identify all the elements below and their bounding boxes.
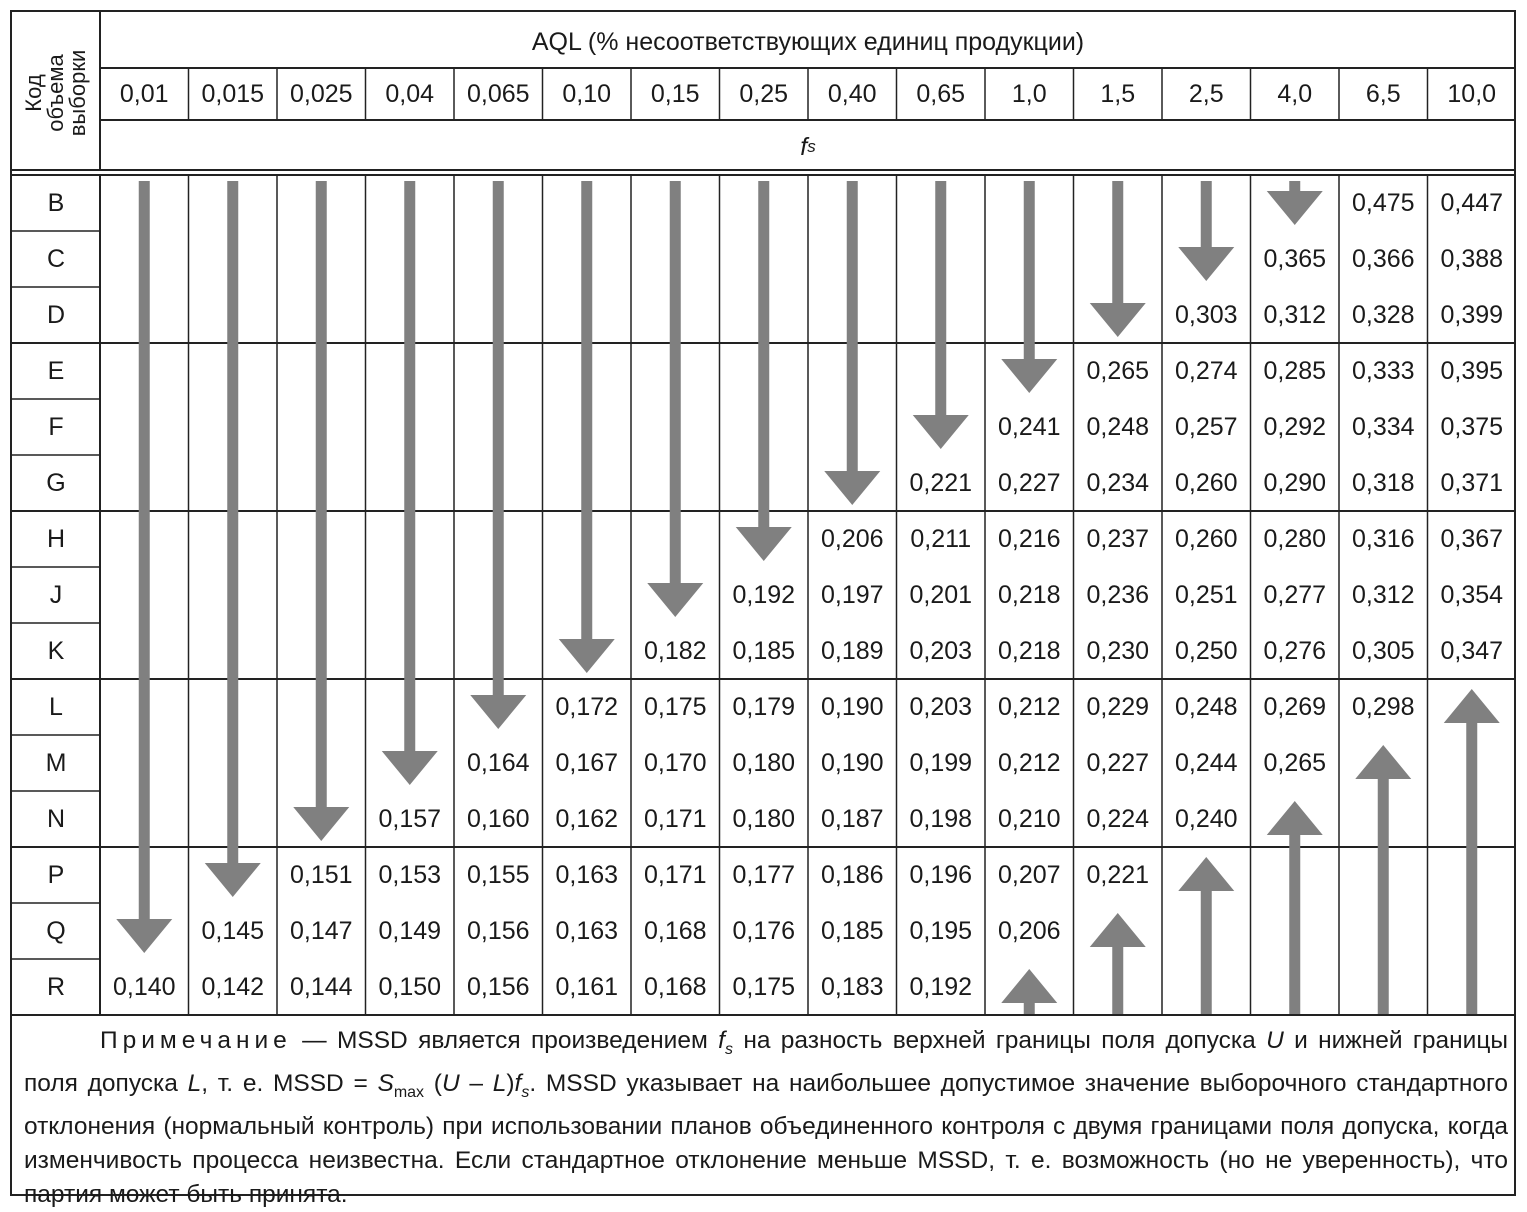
fs-value-cell: 0,203 [909,636,973,665]
fs-value-cell: 0,236 [1086,580,1150,609]
fs-value-cell: 0,218 [997,636,1061,665]
row-code: H [46,524,66,553]
aql-level-header: 1,0 [1011,79,1047,108]
note-u: U [1266,1027,1284,1054]
fs-value-cell: 0,180 [732,804,796,833]
fs-value-cell: 0,150 [378,972,442,1001]
fs-value-cell: 0,153 [378,860,442,889]
fs-value-cell: 0,244 [1174,748,1238,777]
fs-value-cell: 0,221 [1086,860,1150,889]
fs-value-cell: 0,265 [1263,748,1327,777]
note-f2: f [514,1069,522,1097]
fs-value-cell: 0,234 [1086,468,1150,497]
note-text-6: – [459,1069,493,1097]
fs-value-cell: 0,212 [997,692,1061,721]
note-text-8: . MSSD указывает на наибольшее допустимое значение выборочного стандартного отклонения (нормальный контроль) при использовании планов объединенного контроля с двумя границами поля допуска, когда изменчивость процесса неизвестна. Если стандартное отклонение меньше MSSD, т. е. возможность (но не уверенность), что партия может быть принята. [24,1069,1508,1208]
row-code: P [47,860,65,889]
aql-level-header: 2,5 [1188,79,1224,108]
fs-value-cell: 0,171 [643,804,707,833]
fs-value-cell: 0,285 [1263,356,1327,385]
fs-value-cell: 0,224 [1086,804,1150,833]
fs-value-cell: 0,227 [997,468,1061,497]
fs-value-cell: 0,328 [1351,300,1415,329]
fs-value-cell: 0,207 [997,860,1061,889]
fs-value-cell: 0,230 [1086,636,1150,665]
up-arrow [1444,689,1500,1014]
fs-value-cell: 0,298 [1351,692,1415,721]
down-arrow [1090,181,1146,337]
aql-level-header: 6,5 [1365,79,1401,108]
fs-value-cell: 0,265 [1086,356,1150,385]
fs-value-cell: 0,190 [820,692,884,721]
corner-label-line-2: объема [43,54,68,132]
fs-value-cell: 0,164 [466,748,530,777]
note-fs-sub: s [724,1040,733,1058]
fs-value-cell: 0,212 [997,748,1061,777]
fs-value-cell: 0,303 [1174,300,1238,329]
fs-value-cell: 0,168 [643,972,707,1001]
row-code: G [46,468,66,497]
fs-value-cell: 0,155 [466,860,530,889]
fs-value-cell: 0,312 [1351,580,1415,609]
fs-value-cell: 0,157 [378,804,442,833]
corner-label-line-1: Код [21,74,46,112]
fs-value-cell: 0,149 [378,916,442,945]
fs-value-cell: 0,177 [732,860,796,889]
fs-value-cell: 0,175 [732,972,796,1001]
fs-value-cell: 0,395 [1440,356,1504,385]
row-code: F [48,412,64,441]
up-arrow [1090,913,1146,1014]
fs-value-cell: 0,189 [820,636,884,665]
fs-value-cell: 0,399 [1440,300,1504,329]
fs-value-cell: 0,197 [820,580,884,609]
down-arrow [559,181,615,673]
fs-value-cell: 0,185 [732,636,796,665]
fs-value-cell: 0,290 [1263,468,1327,497]
fs-value-cell: 0,276 [1263,636,1327,665]
fs-value-cell: 0,240 [1174,804,1238,833]
fs-value-cell: 0,142 [201,972,265,1001]
fs-value-cell: 0,365 [1263,244,1327,273]
fs-value-cell: 0,147 [289,916,353,945]
up-arrow [1267,801,1323,1014]
fs-value-cell: 0,280 [1263,524,1327,553]
fs-value-cell: 0,163 [555,916,619,945]
fs-value-cell: 0,260 [1174,468,1238,497]
fs-value-cell: 0,144 [289,972,353,1001]
fs-value-cell: 0,316 [1351,524,1415,553]
fs-value-cell: 0,211 [910,524,972,553]
fs-value-cell: 0,151 [289,860,353,889]
fs-value-cell: 0,192 [732,580,796,609]
fs-value-cell: 0,168 [643,916,707,945]
fs-value-cell: 0,185 [820,916,884,945]
row-code: C [46,244,66,273]
down-arrow [205,181,261,897]
aql-title-text: AQL (% несоответствующих единиц продукции) [531,27,1085,56]
table-note [24,1024,1508,1212]
row-code: M [45,748,67,777]
fs-value-cell: 0,216 [997,524,1061,553]
fs-value-cell: 0,250 [1174,636,1238,665]
aql-level-header: 0,25 [739,79,789,108]
note-text-2: на разность верхней границы поля допуска [732,1027,1267,1054]
fs-value-cell: 0,269 [1263,692,1327,721]
fs-value-cell: 0,277 [1263,580,1327,609]
fs-value-cell: 0,206 [820,524,884,553]
fs-value-cell: 0,260 [1174,524,1238,553]
down-arrow [1001,181,1057,393]
note-smax-sub: max [393,1083,425,1101]
note-text-4: , т. е. MSSD = [201,1069,378,1097]
note-label: Примечание [100,1027,292,1054]
fs-value-cell: 0,318 [1351,468,1415,497]
fs-value-cell: 0,175 [643,692,707,721]
fs-value-cell: 0,160 [466,804,530,833]
fs-value-cell: 0,192 [909,972,973,1001]
aql-level-header: 0,65 [916,79,966,108]
note-l2: L [492,1069,507,1097]
aql-title [100,14,1516,70]
fs-value-cell: 0,145 [201,916,265,945]
aql-level-header: 10,0 [1447,79,1497,108]
fs-value-cell: 0,172 [555,692,619,721]
note-text-3: и нижней границы поля допуска [24,1027,1508,1097]
aql-level-header: 0,10 [562,79,612,108]
fs-value-cell: 0,195 [909,916,973,945]
up-arrow [1001,969,1057,1014]
fs-label-f: f [800,132,808,161]
fs-value-cell: 0,199 [909,748,973,777]
fs-value-cell: 0,198 [909,804,973,833]
down-arrow [913,181,969,449]
aql-level-header: 0,40 [827,79,877,108]
fs-value-cell: 0,292 [1263,412,1327,441]
row-code: Q [46,916,66,945]
aql-level-header: 0,01 [119,79,169,108]
aql-level-header: 0,15 [650,79,700,108]
row-code: L [49,692,63,721]
down-arrow [1267,181,1323,225]
fs-label [100,122,1516,172]
aql-level-header: 1,5 [1100,79,1136,108]
fs-value-cell: 0,176 [732,916,796,945]
down-arrow [382,181,438,785]
note-s: S [377,1069,394,1097]
fs-value-cell: 0,367 [1440,524,1504,553]
fs-value-cell: 0,366 [1351,244,1415,273]
fs-value-cell: 0,447 [1440,188,1504,217]
sample-size-code-header [14,18,98,168]
fs-value-cell: 0,196 [909,860,973,889]
fs-value-cell: 0,182 [643,636,707,665]
fs-value-cell: 0,251 [1174,580,1238,609]
aql-level-header: 4,0 [1277,79,1313,108]
fs-value-cell: 0,241 [997,412,1061,441]
down-arrow [736,181,792,561]
fs-value-cell: 0,203 [909,692,973,721]
fs-value-cell: 0,347 [1440,636,1504,665]
note-s2-sub: s [521,1083,530,1101]
down-arrow [1178,181,1234,281]
row-code: B [47,188,65,217]
fs-value-cell: 0,312 [1263,300,1327,329]
note-text-7: ) [506,1069,515,1097]
fs-value-cell: 0,171 [643,860,707,889]
fs-value-cell: 0,257 [1174,412,1238,441]
aql-level-header: 0,015 [201,79,265,108]
fs-value-cell: 0,179 [732,692,796,721]
aql-level-header: 0,04 [385,79,435,108]
fs-value-cell: 0,210 [997,804,1061,833]
row-code: K [47,636,65,665]
down-arrow [647,181,703,617]
aql-level-header: 0,065 [466,79,530,108]
fs-value-cell: 0,371 [1440,468,1504,497]
fs-value-cell: 0,227 [1086,748,1150,777]
fs-value-cell: 0,156 [466,972,530,1001]
note-text-1: — MSSD является произведением [291,1027,719,1054]
fs-value-cell: 0,167 [555,748,619,777]
fs-value-cell: 0,475 [1351,188,1415,217]
fs-value-cell: 0,237 [1086,524,1150,553]
fs-value-cell: 0,388 [1440,244,1504,273]
fs-value-cell: 0,354 [1440,580,1504,609]
row-code: D [46,300,66,329]
fs-value-cell: 0,163 [555,860,619,889]
note-l: L [187,1069,202,1097]
down-arrow [470,181,526,729]
fs-value-cell: 0,183 [820,972,884,1001]
row-code: E [47,356,65,385]
note-fs-f: f [718,1027,725,1054]
fs-value-cell: 0,218 [997,580,1061,609]
down-arrow [116,181,172,953]
corner-label-line-3: выборки [65,49,90,137]
fs-value-cell: 0,161 [555,972,619,1001]
fs-value-cell: 0,187 [820,804,884,833]
fs-value-cell: 0,170 [643,748,707,777]
fs-value-cell: 0,221 [909,468,973,497]
fs-value-cell: 0,274 [1174,356,1238,385]
fs-value-cell: 0,201 [909,580,973,609]
row-code: J [49,580,63,609]
fs-value-cell: 0,375 [1440,412,1504,441]
fs-value-cell: 0,248 [1174,692,1238,721]
fs-value-cell: 0,180 [732,748,796,777]
fs-value-cell: 0,140 [112,972,176,1001]
fs-label-sub: s [807,137,816,156]
aql-level-header: 0,025 [289,79,353,108]
row-code: R [46,972,66,1001]
note-text-5: ( [424,1069,442,1097]
fs-value-cell: 0,206 [997,916,1061,945]
fs-value-cell: 0,305 [1351,636,1415,665]
fs-value-cell: 0,190 [820,748,884,777]
fs-value-cell: 0,334 [1351,412,1415,441]
fs-value-cell: 0,162 [555,804,619,833]
up-arrow [1355,745,1411,1014]
fs-value-cell: 0,333 [1351,356,1415,385]
row-code: N [46,804,66,833]
fs-value-cell: 0,186 [820,860,884,889]
note-u2: U [441,1069,460,1097]
up-arrow [1178,857,1234,1014]
fs-value-cell: 0,229 [1086,692,1150,721]
fs-value-cell: 0,156 [466,916,530,945]
fs-value-cell: 0,248 [1086,412,1150,441]
